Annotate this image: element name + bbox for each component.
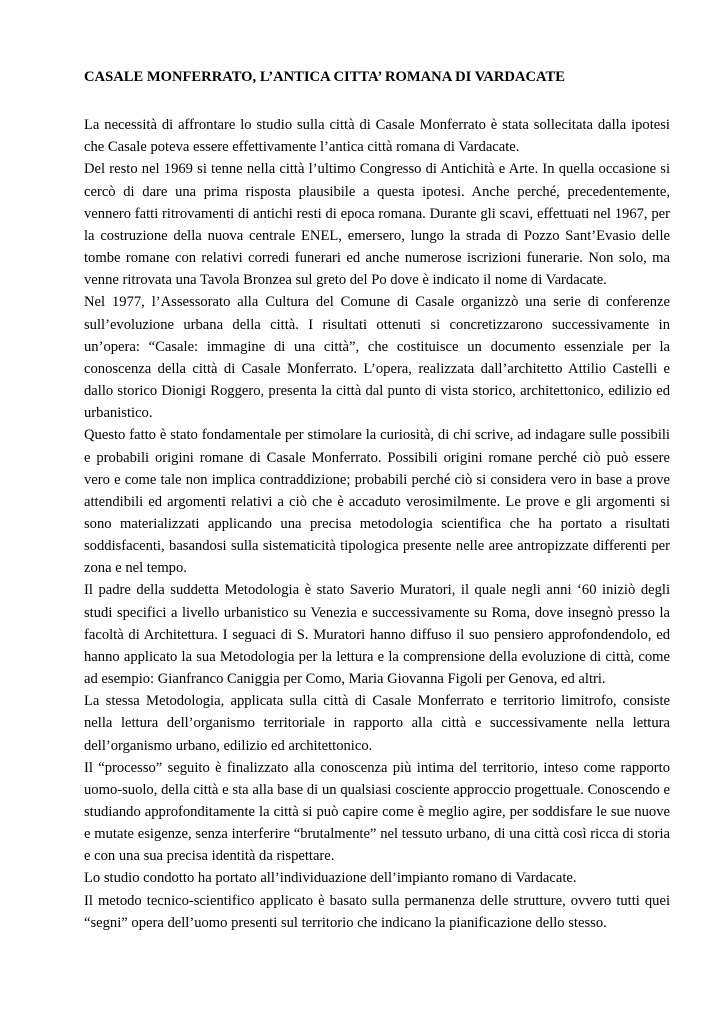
paragraph-6: La stessa Metodologia, applicata sulla città di Casale Monferrato e territorio limitrofo, consiste nella lettura dell’organismo territoriale in rapporto alla città e successivamente nella lettura dell’organismo urbano, edilizio ed architettonico. (84, 693, 670, 754)
paragraph-7: Il “processo” seguito è finalizzato alla conoscenza più intima del territorio, inteso come rapporto uomo-suolo, della città e sta alla base di un qualsiasi cosciente approccio progettuale. Conoscendo e studiando approfonditamente la città si può capire come è meglio agire, per soddisfare le sue nuove e mutate esigenze, senza interferire “brutalmente” nel tessuto urbano, di una città così ricca di storia e con una sua precisa identità da rispettare. (84, 759, 670, 865)
paragraph-9: Il metodo tecnico-scientifico applicato è basato sulla permanenza delle strutture, ovvero tutti quei “segni” opera dell’uomo presenti sul territorio che indicano la pianificazione dello stesso. (84, 892, 670, 931)
paragraph-5: Il padre della suddetta Metodologia è stato Saverio Muratori, il quale negli anni ‘60 iniziò degli studi specifici a livello urbanistico su Venezia e successivamente su Roma, dove insegnò presso la facoltà di Architettura. I seguaci di S. Muratori hanno diffuso il suo pensiero approfondendolo, ed hanno applicato la sua Metodologia per la lettura e la comprensione della evoluzione di città, come ad esempio: Gianfranco Caniggia per Como, Maria Giovanna Figoli per Genova, ed altri. (84, 582, 670, 688)
document-page (84, 66, 670, 934)
paragraph-8: Lo studio condotto ha portato all’individuazione dell’impianto romano di Vardacate. (84, 870, 577, 887)
document-title: CASALE MONFERRATO, L’ANTICA CITTA’ ROMANA DI VARDACATE (84, 69, 565, 85)
paragraph-1: La necessità di affrontare lo studio sulla città di Casale Monferrato è stata sollecitata dalla ipotesi che Casale poteva essere effettivamente l’antica città romana di Vardacate. (84, 117, 670, 156)
paragraph-3: Nel 1977, l’Assessorato alla Cultura del Comune di Casale organizzò una serie di conferenze sull’evoluzione urbana della città. I risultati ottenuti si concretizzarono successivamente in un’opera: “Casale: immagine di una città”, che costituisce un documento essenziale per la conoscenza della città di Casale Monferrato. L’opera, realizzata dall’architetto Attilio Castelli e dallo storico Dionigi Roggero, presenta la città dal punto di vista storico, architettonico, edilizio ed urbanistico. (84, 294, 670, 422)
paragraph-2: Del resto nel 1969 si tenne nella città l’ultimo Congresso di Antichità e Arte. In quella occasione si cercò di dare una prima risposta plausibile a questa ipotesi. Anche perché, precedentemente, vennero fatti ritrovamenti di antichi resti di epoca romana. Durante gli scavi, effettuati nel 1967, per la costruzione della nuova centrale ENEL, emersero, lungo la strada di Pozzo Sant’Evasio delle tombe romane con relativi corredi funerari ed anche numerose iscrizioni funerarie. Non solo, ma venne ritrovata una Tavola Bronzea sul greto del Po dove è indicato il nome di Vardacate. (84, 161, 670, 289)
paragraph-4: Questo fatto è stato fondamentale per stimolare la curiosità, di chi scrive, ad indagare sulle possibili e probabili origini romane di Casale Monferrato. Possibili origini romane perché ciò può essere vero e come tale non implica contraddizione; probabili perché ciò si considera vero in base a prove attendibili ed argomenti relativi a ciò che è accaduto verosimilmente. Le prove e gli argomenti si sono materializzati applicando una precisa metodologia scientifica che ha portato a risultati soddisfacenti, basandosi sulla sistematicità tipologica presente nelle aree antropizzate differenti per zona e nel tempo. (84, 427, 670, 577)
